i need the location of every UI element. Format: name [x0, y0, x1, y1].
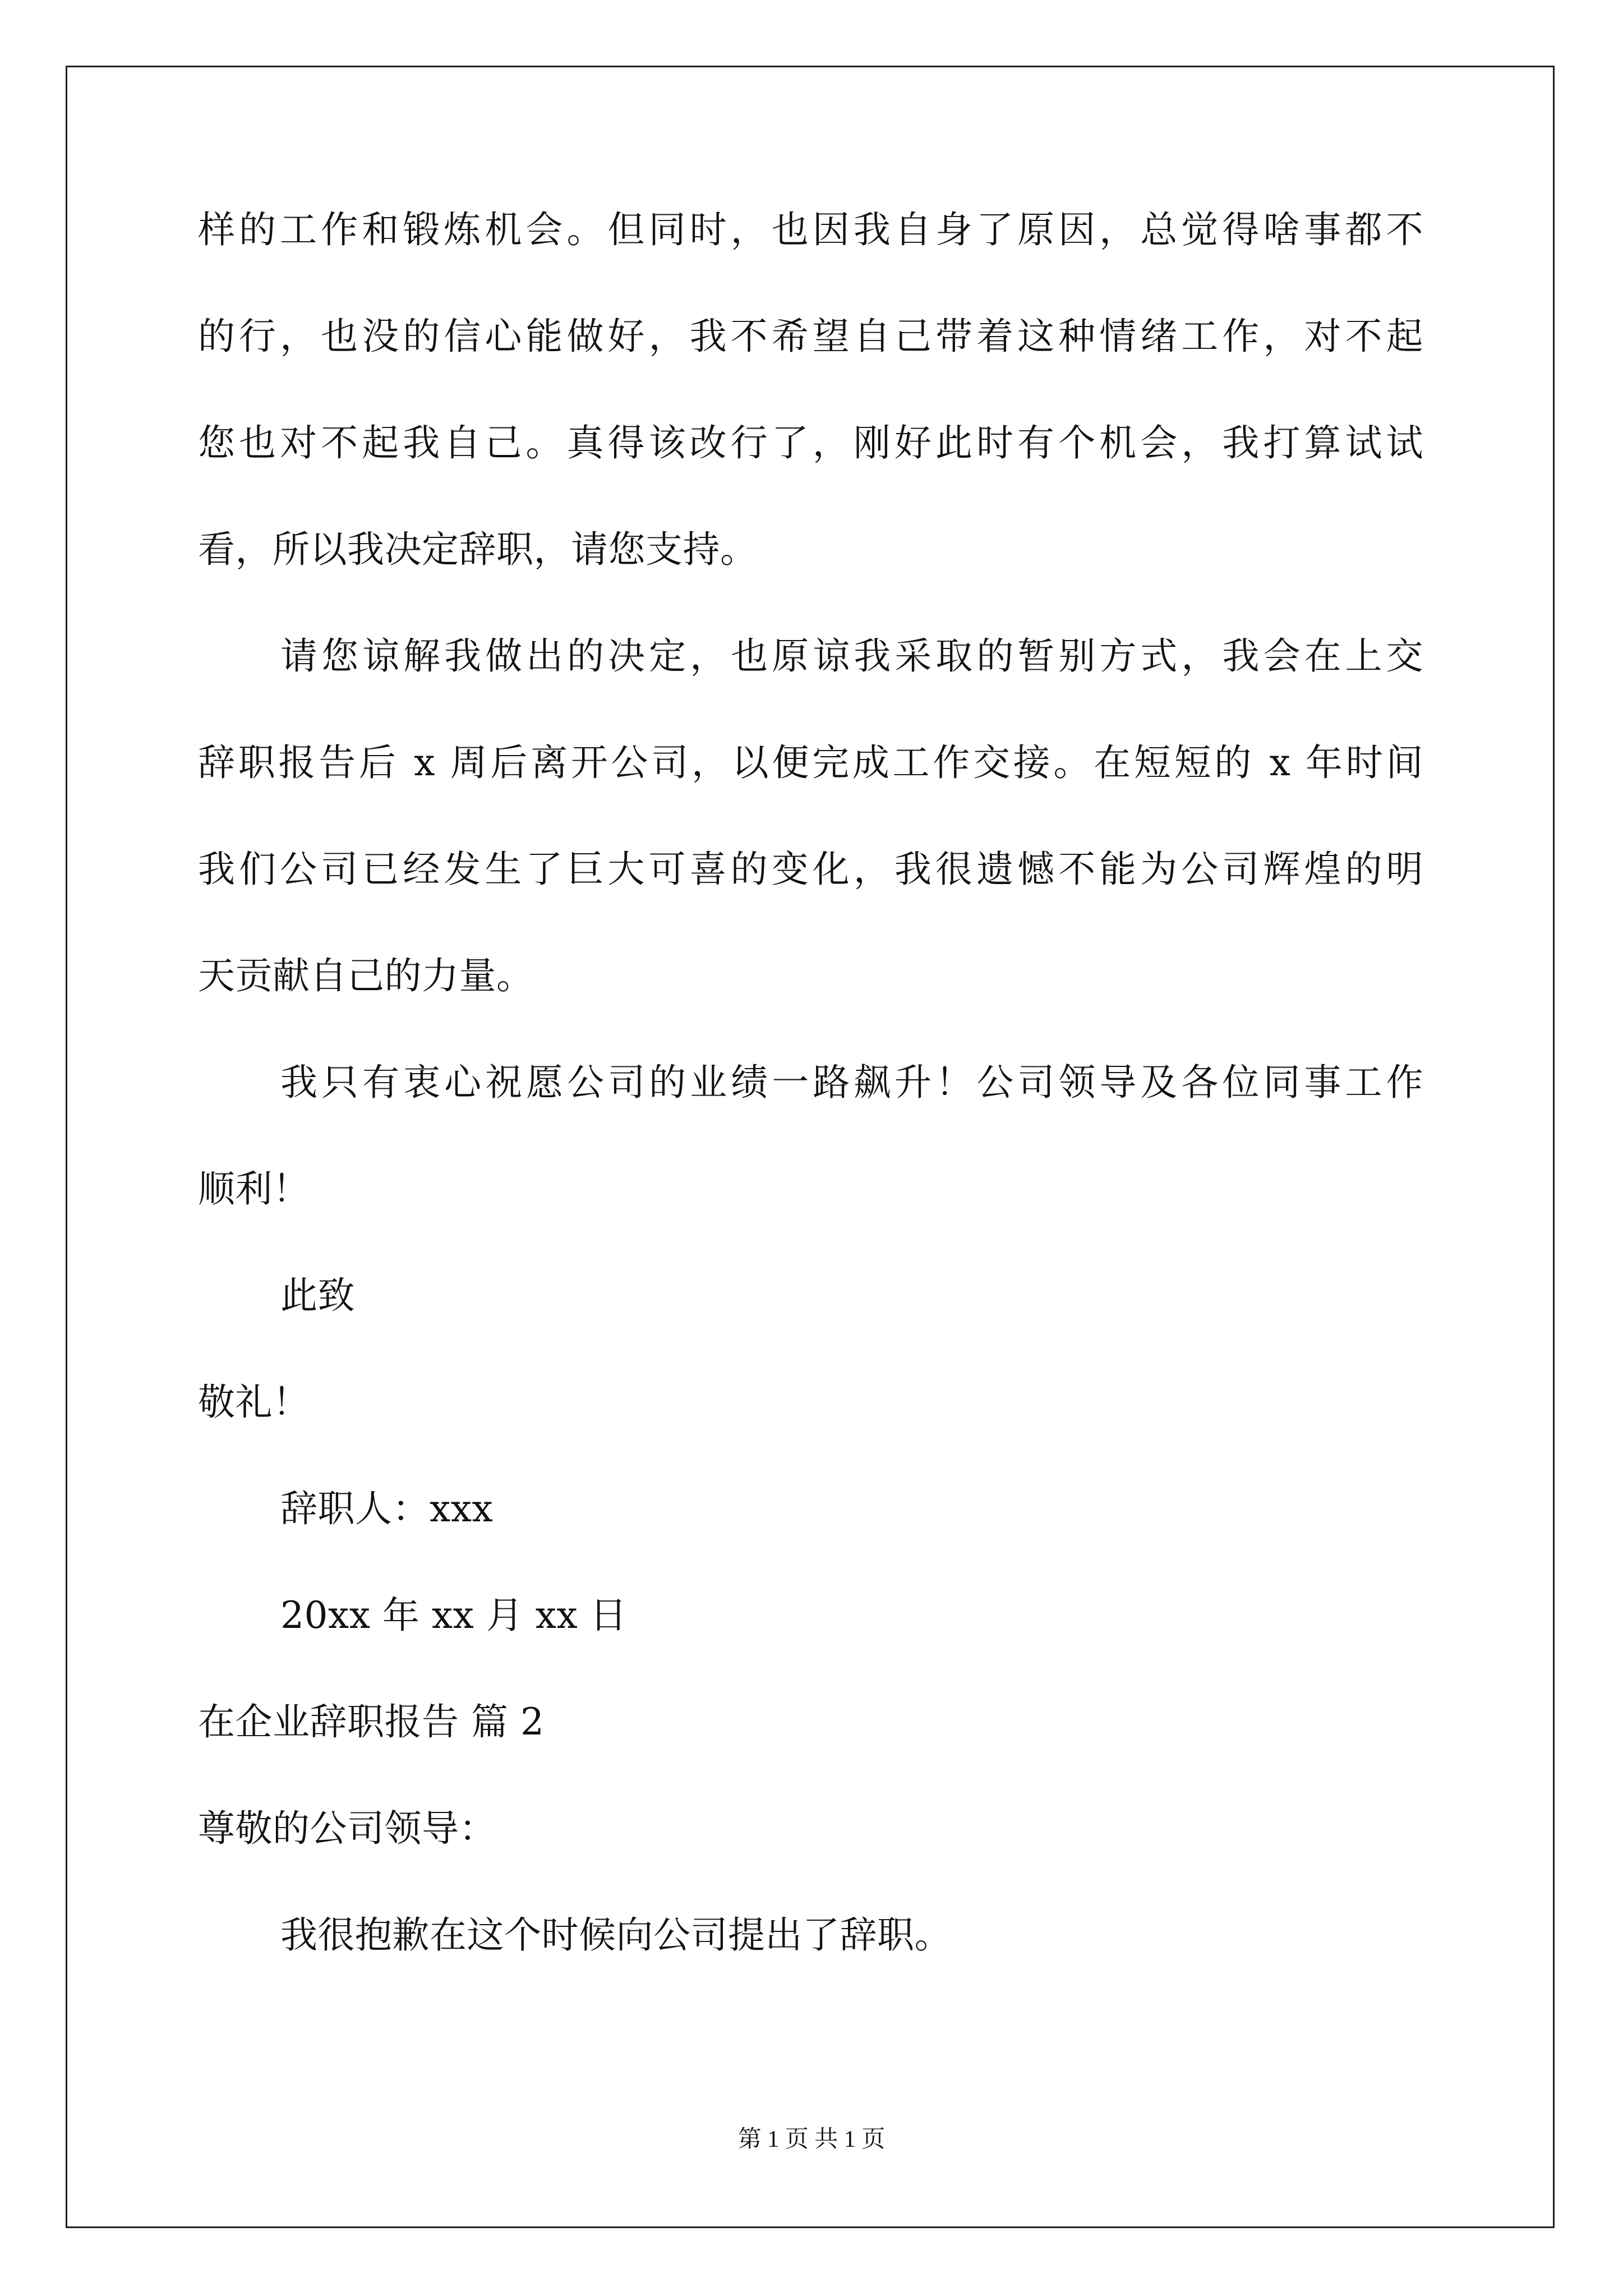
paragraph-line-5: 请您谅解我做出的决定，也原谅我采取的暂别方式，我会在上交 — [280, 634, 1423, 678]
date-line: 20xx 年 xx 月 xx 日 — [280, 1594, 628, 1637]
closing-regards: 敬礼！ — [198, 1381, 310, 1424]
page-footer: 第 1 页 共 1 页 — [737, 2127, 886, 2152]
page-border — [66, 66, 1555, 2228]
paragraph-line-8: 天贡献自己的力量。 — [198, 954, 534, 997]
paragraph-line-2: 的行，也没的信心能做好，我不希望自己带着这种情绪工作，对不起 — [198, 315, 1423, 358]
paragraph-line-1: 样的工作和锻炼机会。但同时，也因我自身了原因，总觉得啥事都不 — [198, 208, 1423, 251]
paragraph-line-10: 顺利！ — [198, 1167, 310, 1211]
section-title: 在企业辞职报告 篇 2 — [198, 1700, 545, 1743]
greeting-line: 尊敬的公司领导： — [198, 1807, 496, 1850]
paragraph-line-4: 看，所以我决定辞职，请您支持。 — [198, 528, 758, 571]
closing-salutation: 此致 — [280, 1274, 355, 1317]
paragraph-line-7: 我们公司已经发生了巨大可喜的变化，我很遗憾不能为公司辉煌的明 — [198, 848, 1423, 891]
signature-line: 辞职人：xxx — [280, 1487, 494, 1530]
paragraph-line-3: 您也对不起我自己。真得该改行了，刚好此时有个机会，我打算试试 — [198, 421, 1423, 464]
paragraph-line-6: 辞职报告后 x 周后离开公司，以便完成工作交接。在短短的 x 年时间 — [198, 741, 1423, 784]
paragraph-line-17: 我很抱歉在这个时候向公司提出了辞职。 — [280, 1913, 952, 1957]
paragraph-line-9: 我只有衷心祝愿公司的业绩一路飙升！公司领导及各位同事工作 — [280, 1061, 1423, 1104]
